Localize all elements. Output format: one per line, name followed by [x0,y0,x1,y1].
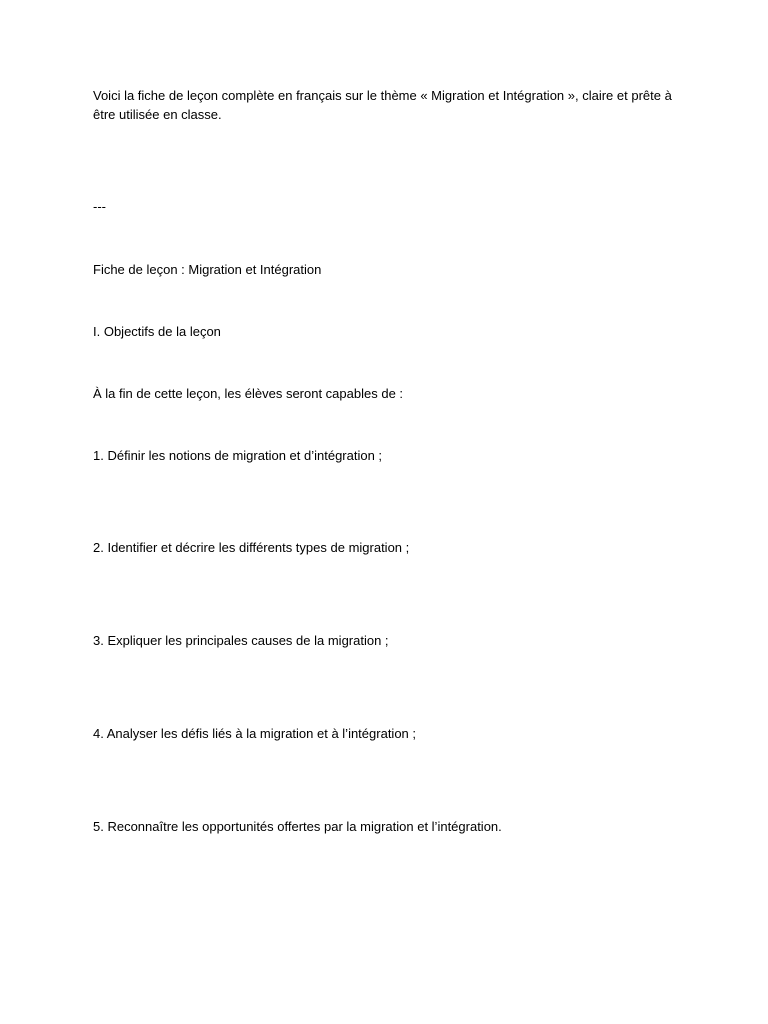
objective-item: 4. Analyser les défis liés à la migration et à l’intégration ; [93,726,417,741]
objective-item: 1. Définir les notions de migration et d’intégration ; [93,448,383,463]
section-heading: I. Objectifs de la leçon [93,324,221,339]
objective-item: 3. Expliquer les principales causes de la migration ; [93,633,389,648]
objectives-lead: À la fin de cette leçon, les élèves seront capables de : [93,386,404,401]
separator-line: --- [93,199,106,214]
lesson-title: Fiche de leçon : Migration et Intégration [93,262,322,277]
intro-paragraph: Voici la fiche de leçon complète en français sur le thème « Migration et Intégration », claire et prête à être utilisée en classe. [93,88,672,122]
objective-item: 2. Identifier et décrire les différents types de migration ; [93,540,410,555]
objective-item: 5. Reconnaître les opportunités offertes par la migration et l’intégration. [93,819,502,834]
